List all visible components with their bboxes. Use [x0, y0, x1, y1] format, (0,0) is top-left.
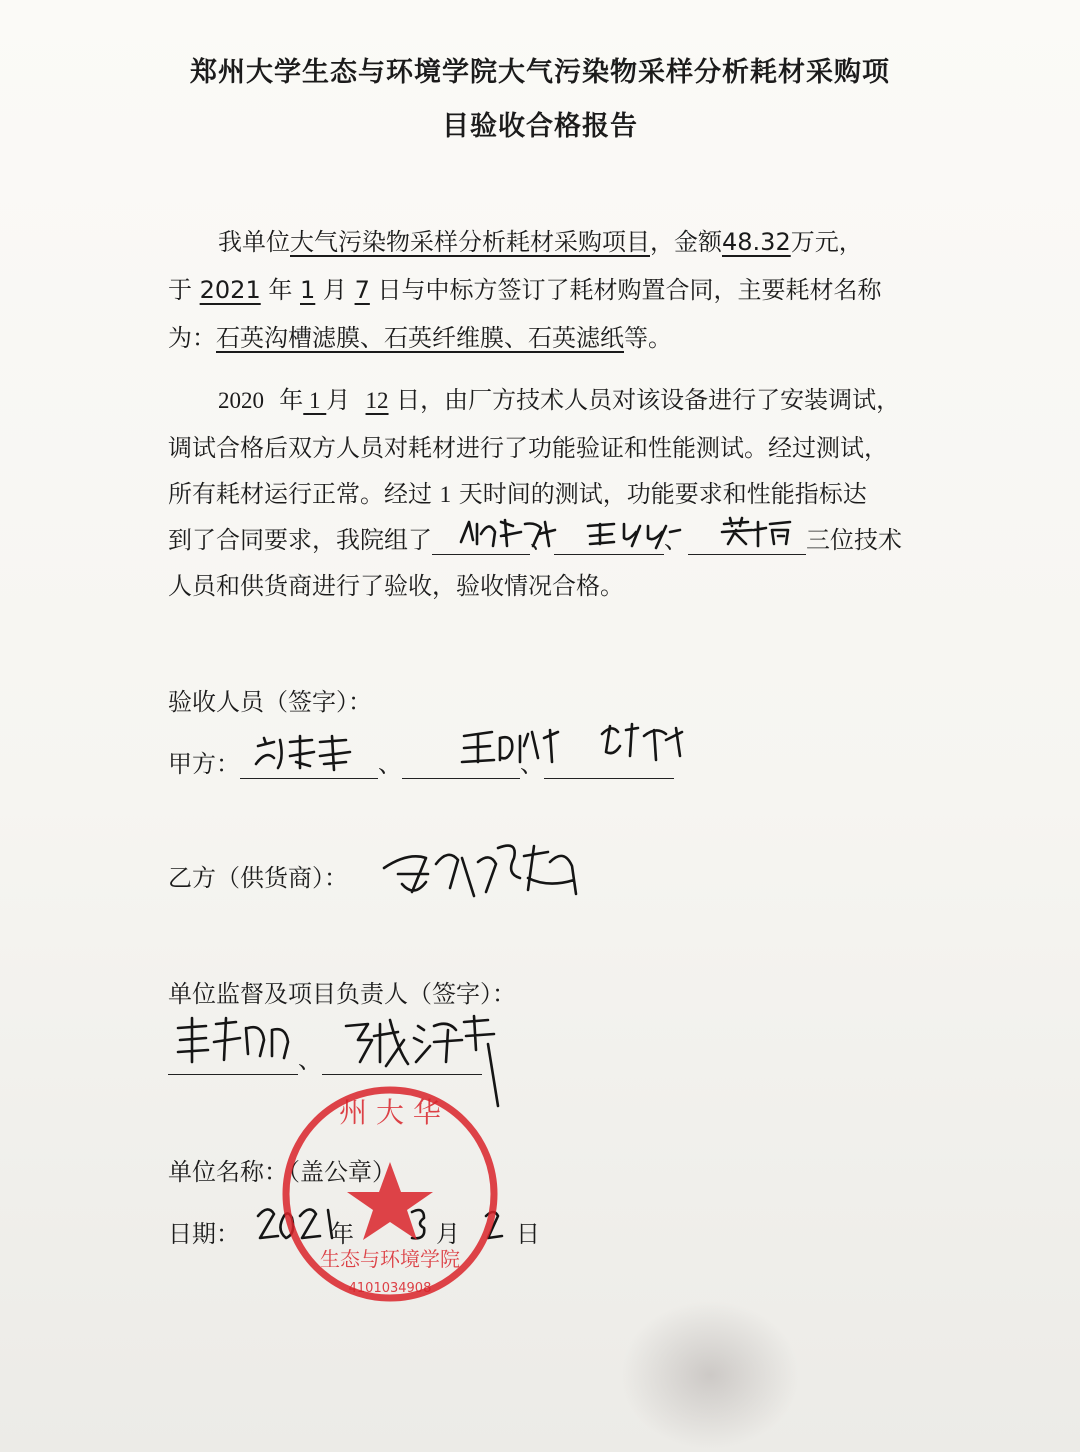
install-year: 2020 — [218, 388, 264, 413]
party-b-label: 乙方（供货商）： — [168, 864, 348, 892]
date-row: 日期： 年 月 日 — [168, 1220, 540, 1248]
para2-line4: 到了合同要求，我院组了 、 、 三位技术 — [168, 526, 902, 554]
para2-line2: 调试合格后双方人员对耗材进行了功能验证和性能测试。经过测试， — [168, 434, 888, 462]
seal-star-icon — [347, 1162, 433, 1240]
unit-name-label: 单位名称：（盖公章） — [168, 1158, 396, 1186]
para1-line1: 我单位大气污染物采样分析耗材采购项目，金额48.32万元， — [218, 228, 863, 256]
party-a-signature-3 — [596, 716, 696, 766]
para1-line3: 为：石英沟槽滤膜、石英纤维膜、石英滤纸等。 — [168, 324, 672, 352]
supervisor-signature-1 — [172, 1010, 302, 1070]
seal-number: 4101034908 — [348, 1281, 432, 1296]
contract-day: 7 — [354, 276, 370, 304]
para2-line1: 2020 年 1 月 12 日，由厂方技术人员对该设备进行了安装调试， — [218, 386, 901, 414]
handwritten-name-3 — [718, 512, 818, 552]
supervisor-row: 、 — [168, 1040, 482, 1075]
test-days: 1 — [439, 482, 452, 507]
contract-month: 1 — [300, 276, 316, 304]
handwritten-name-1 — [455, 512, 565, 552]
party-a-label: 甲方： — [168, 750, 240, 778]
seal-bottom-text: 生态与环境学院 — [320, 1247, 460, 1271]
date-label: 日期： — [168, 1220, 240, 1248]
document-title-line2: 目验收合格报告 — [442, 111, 638, 142]
install-day: 12 — [365, 388, 389, 413]
official-seal — [270, 1070, 510, 1320]
party-b-signature — [378, 818, 588, 908]
supervisor-label: 单位监督及项目负责人（签字）： — [168, 980, 516, 1008]
para2-line3: 所有耗材运行正常。经过 1 天时间的测试，功能要求和性能指标达 — [168, 480, 867, 508]
project-name: 大气污染物采样分析耗材采购项目 — [290, 228, 650, 256]
scan-smudge — [620, 1300, 800, 1450]
contract-year: 2021 — [199, 276, 261, 304]
handwritten-name-2 — [584, 512, 694, 552]
party-a-signature-2 — [458, 722, 568, 772]
party-a-row: 甲方： 、 、 — [168, 744, 674, 779]
contract-amount: 48.32 — [722, 228, 791, 256]
document-title-line1: 郑州大学生态与环境学院大气污染物采样分析耗材采购项 — [190, 57, 890, 88]
para1-line2: 于 2021 年 1 月 7 日与中标方签订了耗材购置合同，主要耗材名称 — [168, 276, 882, 304]
consumables-list: 石英沟槽滤膜、石英纤维膜、石英滤纸 — [216, 324, 624, 352]
install-month: 1 — [309, 388, 321, 413]
acceptance-label: 验收人员（签字）： — [168, 688, 372, 716]
para2-line5: 人员和供货商进行了验收，验收情况合格。 — [168, 572, 624, 600]
party-a-signature-1 — [250, 728, 370, 774]
seal-top-text: 州 大 华 — [339, 1096, 441, 1129]
